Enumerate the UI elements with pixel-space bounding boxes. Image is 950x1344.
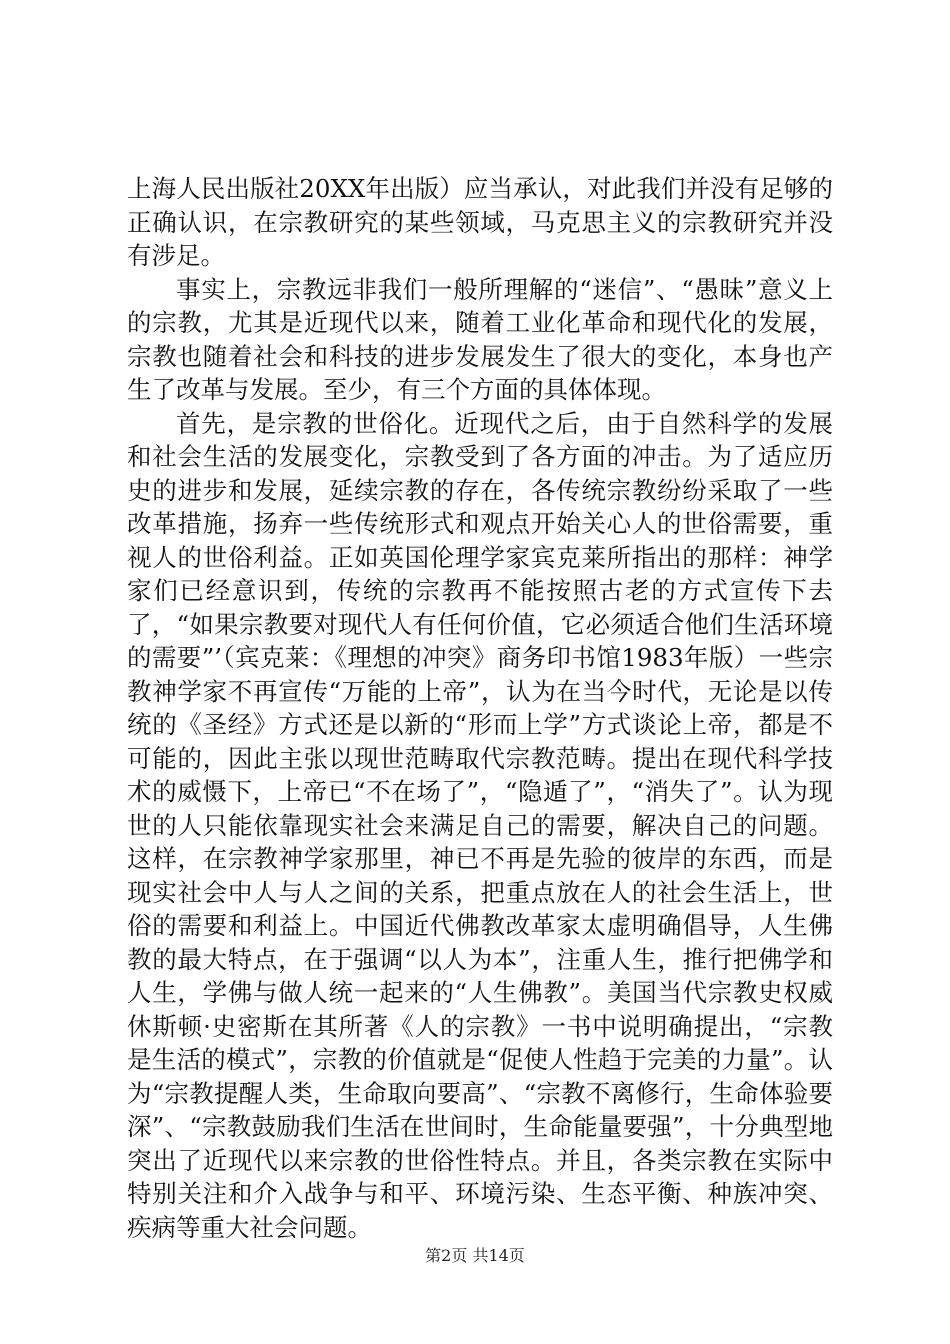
paragraph-1: 上海人民出版社20XX年出版）应当承认，对此我们并没有足够的正确认识，在宗教研究的某些领域，马克思主义的宗教研究并没有涉足。 [127, 174, 833, 270]
page-footer: 第2页 共14页 [425, 1246, 525, 1265]
paragraph-3: 首先，是宗教的世俗化。近现代之后，由于自然科学的发展和社会生活的发展变化，宗教受到了各方面的冲击。为了适应历史的进步和发展，延续宗教的存在，各传统宗教纷纷采取了一些改革措施，扬弃一些传统形式和观点开始关心人的世俗需要，重视人的世俗利益。正如英国伦理学家宾克莱所指出的那样：神学家们已经意识到，传统的宗教再不能按照古老的方式宣传下去了，“如果宗教要对现代人有任何价值，它必须适合他们生活环境的需要”’（宾克莱：《理想的冲突》商务印书馆1983年版）一些宗教神学家不再宣传“万能的上帝”，认为在当今时代，无论是以传统的《圣经》方式还是以新的“形而上学”方式谈论上帝，都是不可能的，因此主张以现世范畴取代宗教范畴。提出在现代科学技术的威慑下，上帝已“不在场了”，“隐遁了”，“消失了”。认为现世的人只能依靠现实社会来满足自己的需要，解决自己的问题。这样，在宗教神学家那里，神已不再是先验的彼岸的东西，而是现实社会中人与人之间的关系，把重点放在人的社会生活上，世俗的需要和利益上。中国近代佛教改革家太虚明确倡导，人生佛教的最大特点，在于强调“以人为本”，注重人生，推行把佛学和人生，学佛与做人统一起来的“人生佛教”。美国当代宗教史权威休斯顿·史密斯在其所著《人的宗教》一书中说明确提出，“宗教是生活的模式”，宗教的价值就是“促使人性趋于完美的力量”。认为“宗教提醒人类，生命取向要高”、“宗教不离修行，生命体验要深”、“宗教鼓励我们生活在世间时，生命能量要强”，十分典型地突出了近现代以来宗教的世俗性特点。并且，各类宗教在实际中特别关注和介入战争与和平、环境污染、生态平衡、种族冲突、疾病等重大社会问题。 [127, 408, 833, 1242]
paragraph-2: 事实上，宗教远非我们一般所理解的“迷信”、“愚昧”意义上的宗教，尤其是近现代以来，随着工业化革命和现代化的发展，宗教也随着社会和科技的进步发展发生了很大的变化，本身也产生了改革与发展。至少，有三个方面的具体体现。 [127, 274, 833, 404]
body-text [127, 172, 833, 1244]
